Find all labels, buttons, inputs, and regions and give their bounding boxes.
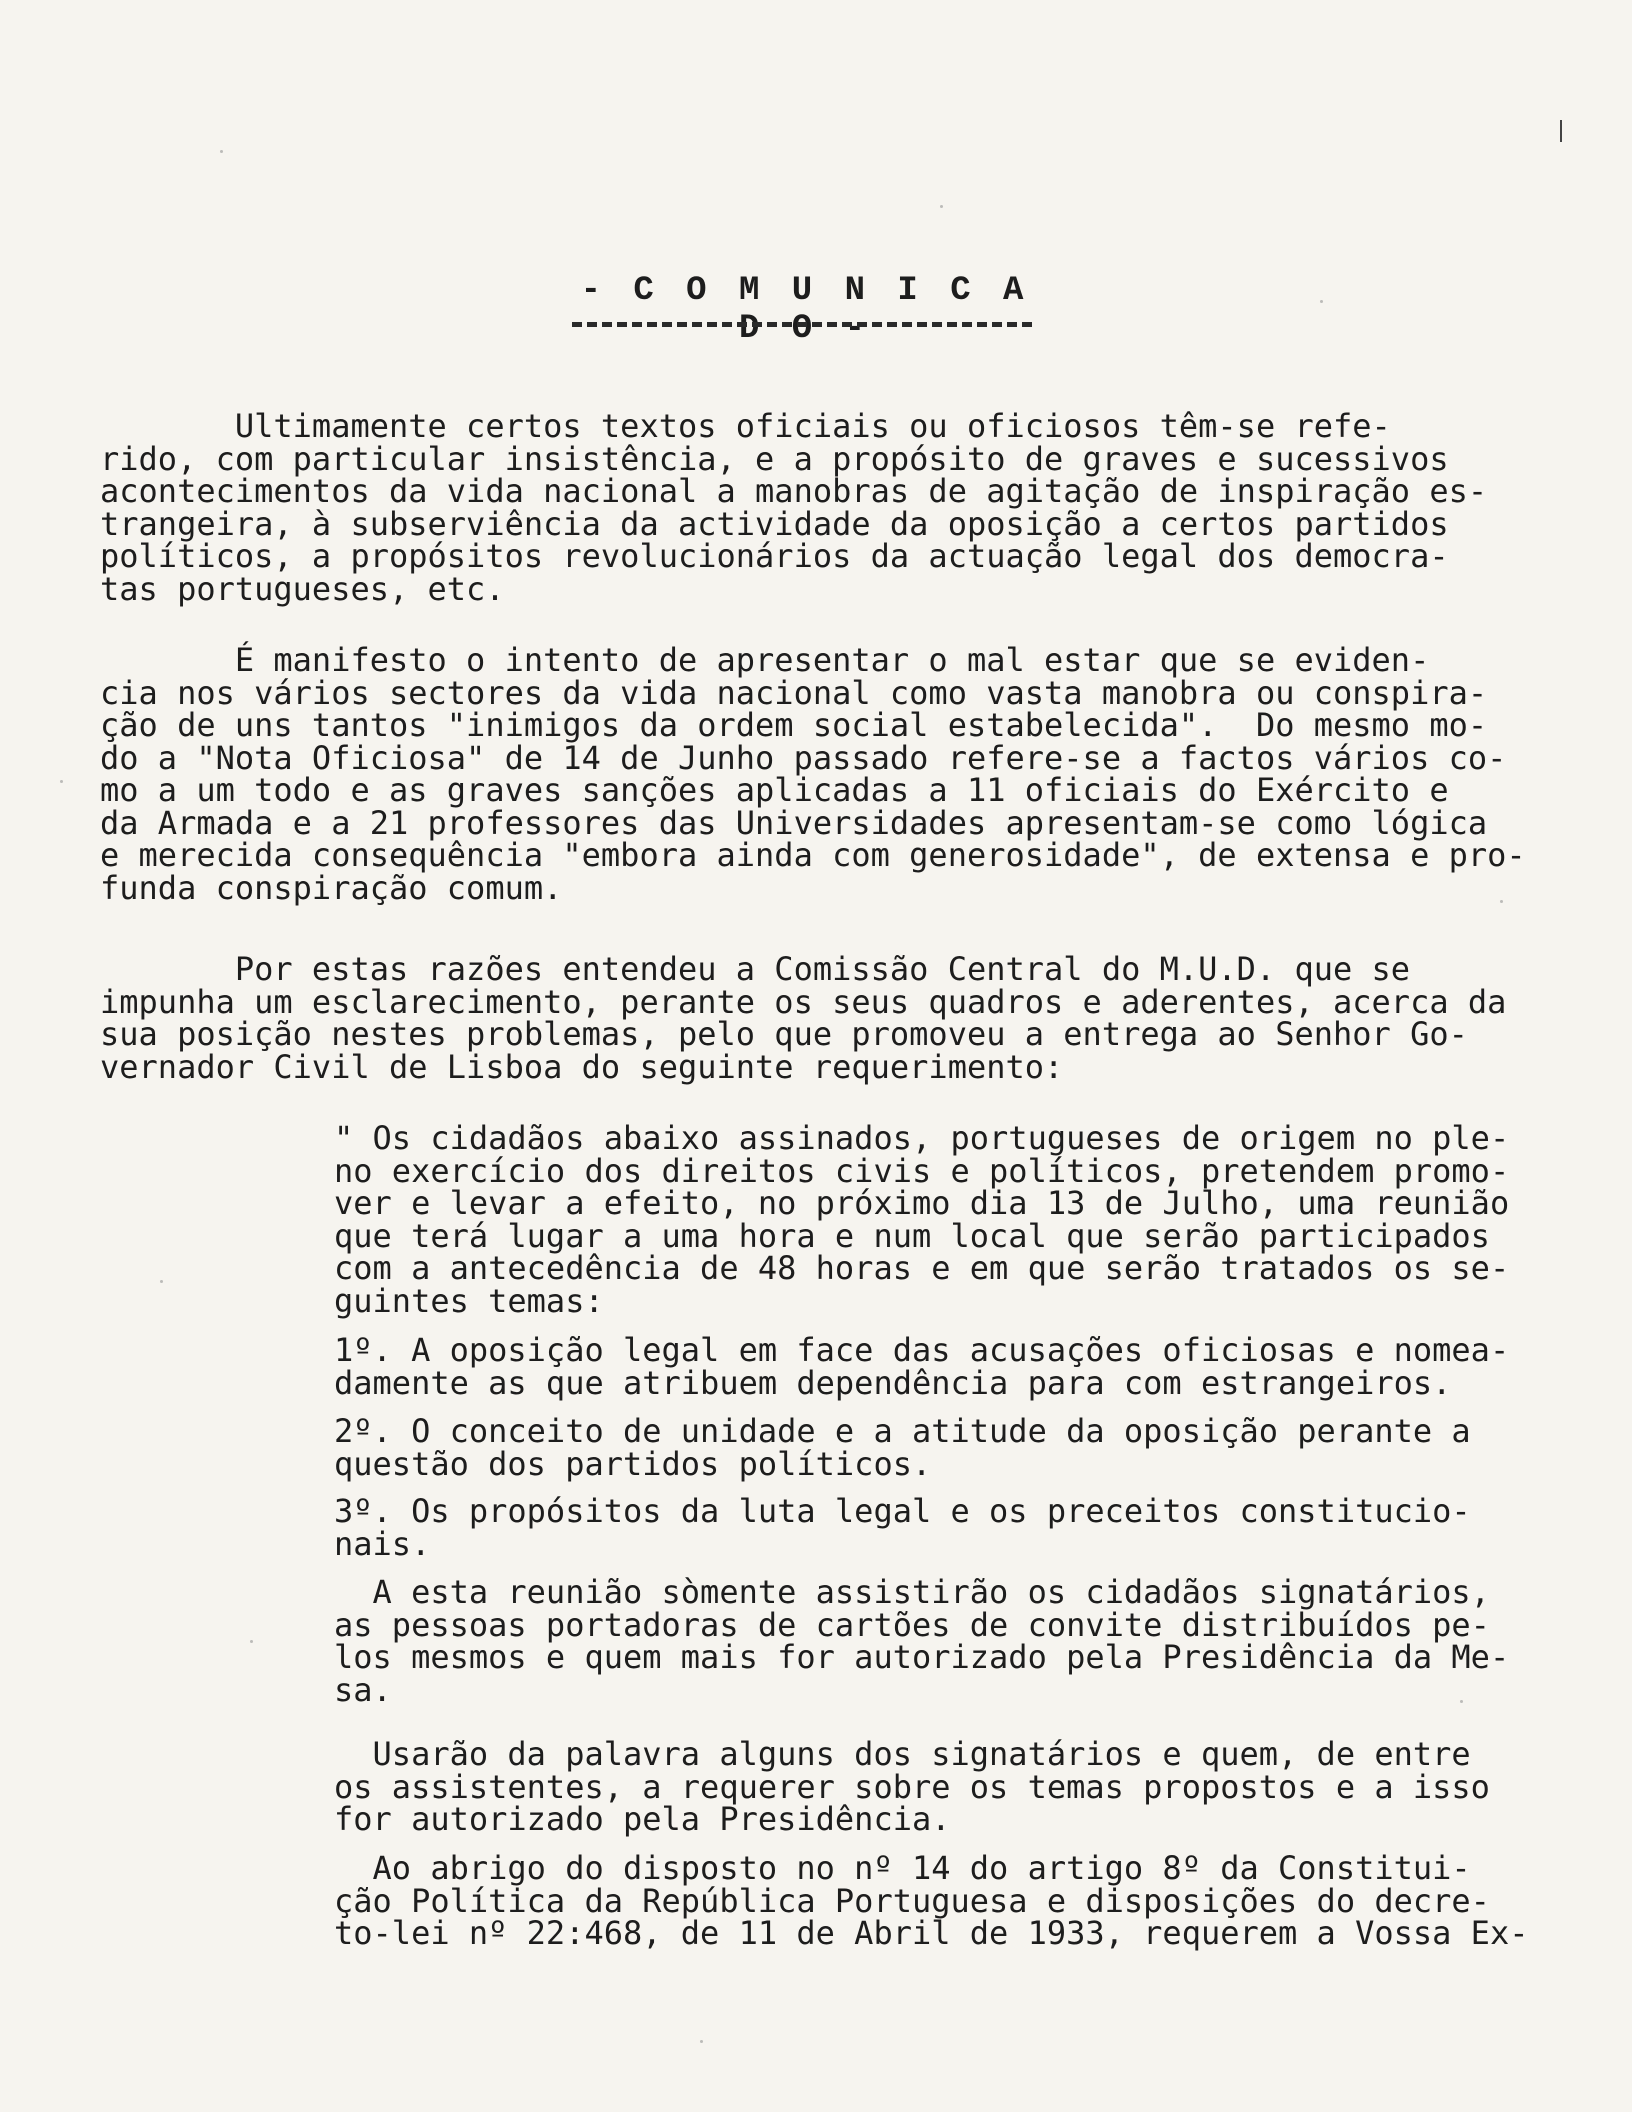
request-theme-3: 3º. Os propósitos da luta legal e os preceitos constitucio- nais.: [334, 1492, 1471, 1563]
request-speakers: Usarão da palavra alguns dos signatários e quem, de entre os assistentes, a requerer sobre os temas propostos e a isso for autorizado pela Presidência.: [334, 1735, 1490, 1838]
margin-mark: [1560, 120, 1562, 142]
paper-speck: [700, 2040, 703, 2043]
request-theme-1: 1º. A oposição legal em face das acusações oficiosas e nomea- damente as que atribuem dependência para com estrangeiros.: [334, 1331, 1510, 1402]
title-underline: [572, 322, 1032, 327]
request-theme-2: 2º. O conceito de unidade e a atitude da oposição perante a questão dos partidos políticos.: [334, 1412, 1471, 1483]
paper-speck: [940, 205, 943, 208]
document-title: - C O M U N I C A D O -: [580, 272, 1030, 348]
paper-speck: [220, 150, 223, 153]
paper-speck: [250, 1640, 253, 1643]
request-legal-basis: Ao abrigo do disposto no nº 14 do artigo 8º da Constitui- ção Política da República Portuguesa e disposições do decre- to-lei nº 22:468, de 11 de Abril de 1933, requerem a Vossa Ex-: [334, 1849, 1529, 1952]
paper-speck: [1320, 300, 1323, 303]
request-opening: " Os cidadãos abaixo assinados, portugueses de origem no ple- no exercício dos direitos civis e políticos, pretendem promo- ver e levar a efeito, no próximo dia 13 de Julho, uma reunião que terá lugar a uma hora e num local que serão participados com a antecedência de 48 horas e em que serão tratados os se- guintes temas:: [334, 1119, 1510, 1320]
paper-speck: [60, 780, 63, 783]
paper-speck: [160, 1280, 163, 1283]
paragraph-intro: Ultimamente certos textos oficiais ou oficiosos têm-se refe- rido, com particular insistência, e a propósito de graves e sucessivos acontecimentos da vida nacional a manobras de agitação de inspiração es- trangeira, à subserviência da actividade da oposição a certos partidos políticos, a propósitos revolucionários da actuação legal dos democra- tas portugueses, etc.: [100, 407, 1488, 608]
paragraph-manifest-intent: É manifesto o intento de apresentar o mal estar que se eviden- cia nos vários sectores da vida nacional como vasta manobra ou conspira- ção de uns tantos "inimigos da ordem social estabelecida". Do mesmo mo- do a "Nota Oficiosa" de 14 de Junho passado refere-se a factos vários co- mo a um todo e as graves sanções aplicadas a 11 oficiais do Exército e da Armada e a 21 professores das Universidades apresentam-se como lógica e merecida consequência "embora ainda com generosidade", de extensa e pro- funda conspiração comum.: [100, 641, 1526, 907]
paragraph-reasons: Por estas razões entendeu a Comissão Central do M.U.D. que se impunha um esclarecimento, perante os seus quadros e aderentes, acerca da sua posição nestes problemas, pelo que promoveu a entrega ao Senhor Go- vernador Civil de Lisboa do seguinte requerimento:: [100, 950, 1507, 1086]
request-attendance: A esta reunião sòmente assistirão os cidadãos signatários, as pessoas portadoras de cartões de convite distribuídos pe- los mesmos e quem mais for autorizado pela Presidência da Me- sa.: [334, 1573, 1510, 1709]
